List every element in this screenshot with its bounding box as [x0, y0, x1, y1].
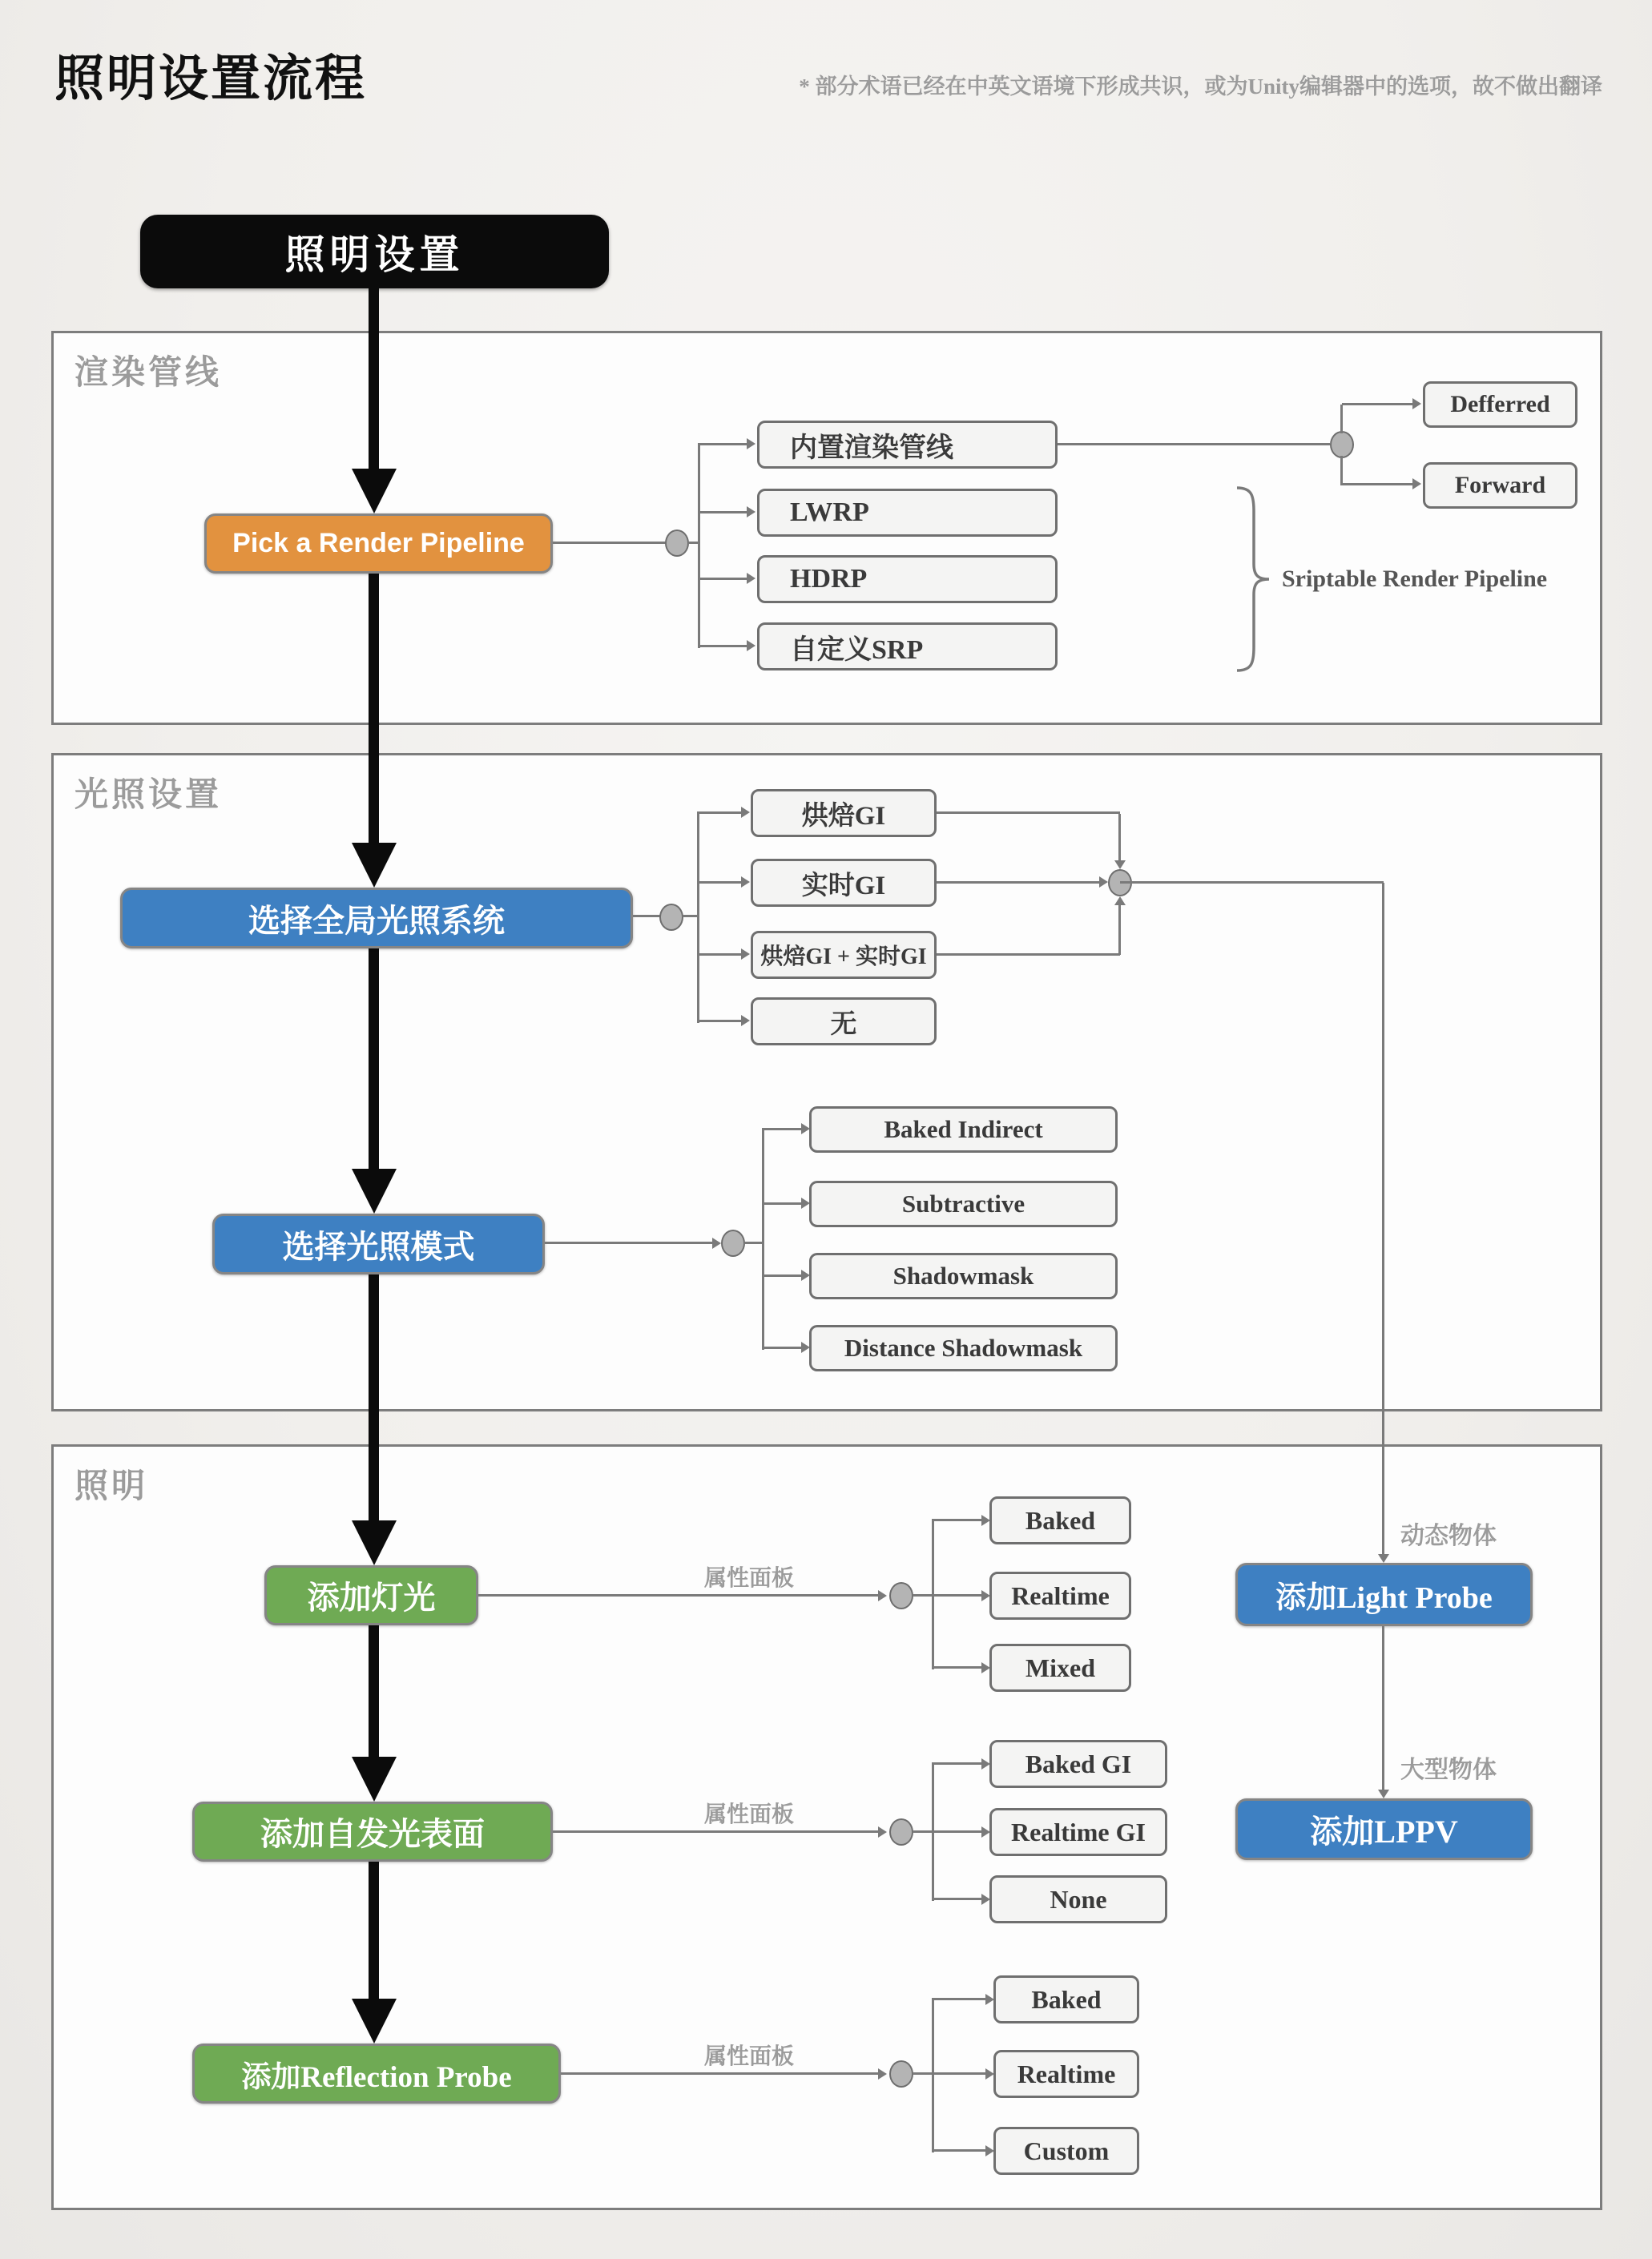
option-custom-srp	[757, 622, 1058, 670]
arrow-right-icon	[1412, 478, 1421, 489]
node-label: 添加Reflection Probe	[241, 2060, 512, 2094]
option-forward	[1423, 462, 1577, 509]
connector-line	[932, 1762, 934, 1901]
node-label: 添加Light Probe	[1275, 1581, 1493, 1615]
option-probe-baked	[993, 1975, 1139, 2023]
edge-label-dynamic-objects: 动态物体	[1400, 1523, 1497, 1549]
section-title: 照明	[75, 1468, 149, 1505]
option-emissive-baked-gi	[989, 1740, 1167, 1788]
connector-line	[764, 1274, 801, 1277]
connector-line	[699, 811, 743, 814]
option-label: Distance Shadowmask	[844, 1334, 1083, 1362]
node-label: 选择光照模式	[282, 1228, 475, 1265]
arrow-right-icon	[747, 573, 755, 584]
page-title: 照明设置流程	[54, 52, 368, 107]
arrow-down-icon	[352, 843, 397, 888]
connector-line	[698, 443, 700, 648]
option-baked-indirect	[809, 1106, 1118, 1153]
junction-dot	[1330, 431, 1354, 458]
connector-line	[1058, 443, 1330, 445]
connector-line	[545, 1242, 715, 1244]
node-label: Pick a Render Pipeline	[232, 528, 525, 558]
spine-segment	[369, 287, 379, 473]
spine-segment	[369, 1859, 379, 2003]
option-label: 实时GI	[801, 871, 886, 900]
connector-line	[913, 1830, 981, 1833]
arrow-right-icon	[747, 438, 755, 449]
arrow-right-icon	[1412, 398, 1421, 409]
option-label: HDRP	[790, 564, 868, 594]
connector-line	[934, 1998, 985, 2000]
arrow-down-icon	[352, 1999, 397, 2044]
connector-line	[934, 1898, 981, 1900]
connector-line	[699, 1020, 743, 1022]
node-add-lppv	[1235, 1798, 1533, 1860]
arrow-right-icon	[878, 1826, 887, 1838]
section-title: 渲染管线	[75, 355, 223, 392]
spine-segment	[369, 1273, 379, 1524]
connector-line	[762, 1128, 764, 1350]
node-label: 选择全局光照系统	[248, 902, 505, 939]
connector-line	[934, 1519, 981, 1521]
connector-line	[934, 1762, 981, 1765]
connector-line	[1120, 881, 1384, 884]
arrow-down-icon	[352, 1757, 397, 1802]
arrow-down-icon	[1114, 860, 1126, 869]
node-choose-gi-system	[120, 888, 633, 948]
node-choose-lighting-mode	[212, 1214, 545, 1274]
node-add-light-probe	[1235, 1563, 1533, 1626]
option-label: Forward	[1454, 472, 1546, 498]
option-probe-custom	[993, 2127, 1139, 2175]
junction-dot	[721, 1230, 745, 1257]
spine-segment	[369, 572, 379, 847]
connector-line	[1342, 483, 1412, 485]
option-label: Baked Indirect	[884, 1115, 1043, 1143]
section-lighting-settings	[51, 753, 1602, 1411]
option-emissive-realtime-gi	[989, 1808, 1167, 1856]
arrow-down-icon	[352, 1520, 397, 1565]
connector-line	[700, 578, 747, 580]
edge-label-large-objects: 大型物体	[1400, 1757, 1497, 1783]
option-baked-gi	[751, 789, 937, 837]
option-lwrp	[757, 489, 1058, 537]
option-label: None	[1050, 1884, 1107, 1914]
option-label: Baked	[1031, 1984, 1102, 2014]
connector-line	[553, 542, 666, 544]
option-shadowmask	[809, 1253, 1118, 1299]
arrow-right-icon	[747, 640, 755, 651]
connector-line	[1340, 405, 1343, 433]
connector-line	[913, 2072, 985, 2075]
arrow-right-icon	[1099, 876, 1108, 888]
option-label: Baked GI	[1025, 1749, 1132, 1778]
edge-label-properties-panel: 属性面板	[703, 1566, 794, 1591]
connector-line	[764, 1347, 801, 1349]
connector-line	[1118, 905, 1121, 955]
connector-line	[934, 1666, 981, 1669]
option-light-mixed	[989, 1644, 1131, 1692]
option-light-realtime	[989, 1572, 1131, 1620]
connector-line	[932, 1519, 934, 1669]
junction-dot	[665, 530, 689, 557]
connector-line	[1342, 403, 1412, 405]
option-builtin-pipeline	[757, 421, 1058, 469]
junction-dot	[889, 1818, 913, 1846]
connector-line	[683, 915, 697, 917]
option-label: Baked	[1025, 1505, 1096, 1535]
node-label: 添加LPPV	[1310, 1814, 1458, 1850]
connector-line	[699, 881, 743, 884]
option-label: Realtime	[1011, 1580, 1110, 1610]
option-label: Custom	[1023, 2136, 1110, 2165]
start-node-lighting-setup	[140, 215, 609, 288]
connector-line	[1382, 1626, 1384, 1790]
node-add-reflection-probe	[192, 2044, 561, 2104]
arrow-down-icon	[352, 469, 397, 513]
connector-line	[937, 811, 1120, 814]
option-label: Realtime	[1017, 2059, 1116, 2088]
spine-segment	[369, 1624, 379, 1761]
arrow-right-icon	[878, 1590, 887, 1601]
option-baked-plus-realtime-gi	[751, 931, 937, 979]
option-label: 无	[830, 1009, 857, 1039]
option-light-baked	[989, 1496, 1131, 1544]
arrow-right-icon	[741, 807, 750, 818]
connector-line	[764, 1202, 801, 1205]
connector-line	[1118, 814, 1121, 860]
connector-line	[697, 811, 699, 1023]
option-label: Subtractive	[901, 1190, 1025, 1218]
edge-label-properties-panel: 属性面板	[703, 1802, 794, 1827]
connector-line	[1340, 456, 1343, 485]
junction-dot	[889, 1582, 913, 1609]
connector-line	[553, 1830, 880, 1833]
spine-segment	[369, 947, 379, 1173]
option-label: Shadowmask	[892, 1262, 1034, 1290]
node-pick-render-pipeline	[204, 513, 553, 574]
arrow-right-icon	[741, 1015, 750, 1026]
connector-line	[700, 511, 747, 513]
option-realtime-gi	[751, 859, 937, 907]
connector-line	[633, 915, 660, 917]
connector-line	[700, 645, 747, 647]
option-label: Defferred	[1450, 391, 1550, 417]
brace-label-srp: Sriptable Render Pipeline	[1282, 566, 1548, 592]
junction-dot	[889, 2060, 913, 2088]
connector-line	[937, 881, 1099, 884]
arrow-down-icon	[1378, 1554, 1389, 1563]
option-no-gi	[751, 997, 937, 1045]
option-subtractive	[809, 1181, 1118, 1227]
start-node-label: 照明设置	[284, 232, 465, 277]
connector-line	[478, 1594, 880, 1597]
connector-line	[934, 2149, 985, 2152]
connector-line	[700, 443, 747, 445]
arrow-right-icon	[712, 1238, 721, 1249]
arrow-right-icon	[741, 948, 750, 960]
connector-line	[744, 1242, 764, 1244]
connector-line	[561, 2072, 880, 2075]
option-label: 内置渲染管线	[790, 433, 953, 463]
option-probe-realtime	[993, 2050, 1139, 2098]
option-hdrp	[757, 555, 1058, 603]
node-label: 添加灯光	[307, 1580, 436, 1616]
arrow-right-icon	[741, 876, 750, 888]
option-emissive-none	[989, 1875, 1167, 1923]
brace-icon	[1232, 485, 1280, 673]
connector-line	[764, 1128, 801, 1130]
option-deferred	[1423, 381, 1577, 428]
option-label: Mixed	[1025, 1653, 1096, 1682]
option-distance-shadowmask	[809, 1325, 1118, 1371]
node-add-light	[264, 1565, 478, 1625]
arrow-down-icon	[352, 1169, 397, 1214]
option-label: 自定义SRP	[790, 634, 924, 665]
edge-label-properties-panel: 属性面板	[703, 2044, 794, 2069]
option-label: LWRP	[790, 497, 869, 527]
arrow-down-icon	[1378, 1790, 1389, 1798]
arrow-right-icon	[878, 2068, 887, 2080]
translation-note: * 部分术语已经在中英文语境下形成共识，或为Unity编辑器中的选项，故不做出翻译	[799, 74, 1602, 99]
node-label: 添加自发光表面	[260, 1816, 485, 1852]
connector-line	[699, 953, 743, 956]
connector-line	[932, 1998, 934, 2152]
arrow-up-icon	[1114, 896, 1126, 905]
node-add-emissive-surface	[192, 1802, 553, 1862]
junction-dot	[659, 904, 683, 931]
section-title: 光照设置	[75, 777, 223, 814]
option-label: 烘焙GI + 实时GI	[760, 944, 927, 969]
arrow-right-icon	[747, 506, 755, 517]
option-label: 烘焙GI	[801, 801, 886, 831]
connector-line	[937, 953, 1120, 956]
connector-line	[913, 1594, 981, 1597]
connector-line	[1382, 883, 1384, 1559]
option-label: Realtime GI	[1011, 1817, 1146, 1846]
